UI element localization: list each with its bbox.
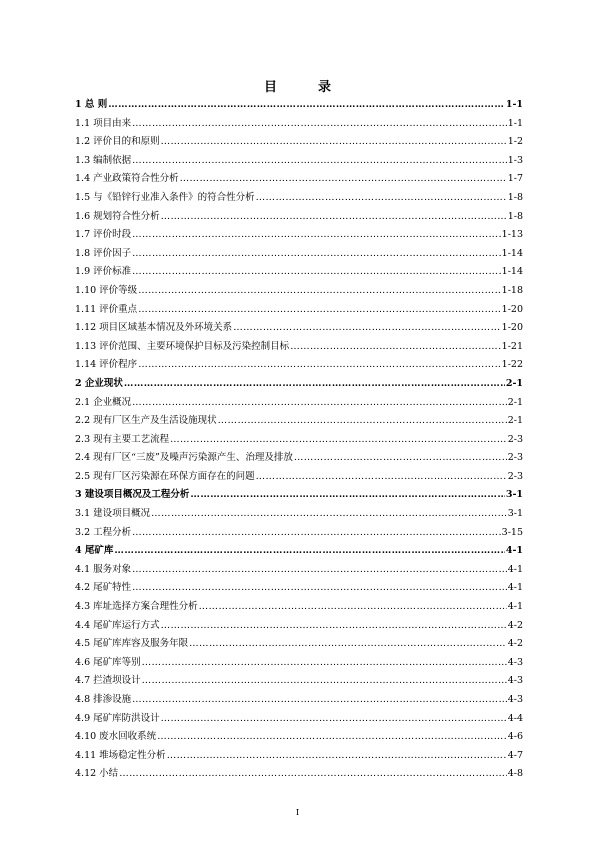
toc-entry[interactable] [75, 598, 523, 617]
toc-entry-label: 1.9 评价标准 [75, 266, 132, 278]
toc-entry-label: 1 总 则 [75, 99, 108, 110]
toc-entry-page: 2-1 [507, 396, 523, 408]
toc-leader-dots [114, 545, 504, 556]
toc-entry-page: 1-3 [507, 154, 523, 166]
toc-entry[interactable] [75, 226, 523, 245]
toc-entry[interactable] [75, 579, 523, 598]
toc-entry[interactable] [75, 282, 523, 301]
toc-entry[interactable] [75, 505, 523, 524]
toc-entry-page: 4-2 [507, 619, 523, 631]
toc-leader-dots [108, 99, 505, 110]
toc-entry[interactable] [75, 394, 523, 413]
toc-entry[interactable] [75, 710, 523, 729]
toc-entry-page: 3-15 [501, 526, 523, 538]
toc-entry[interactable] [75, 96, 523, 115]
toc-leader-dots [132, 694, 507, 705]
toc-leader-dots [132, 155, 507, 166]
toc-leader-dots [167, 750, 507, 761]
toc-leader-dots [132, 248, 501, 259]
toc-entry-page: 3-1 [505, 489, 523, 501]
toc-entry-label: 4.9 尾矿库防洪设计 [75, 712, 160, 724]
toc-leader-dots [256, 192, 507, 203]
toc-leader-dots [157, 731, 507, 742]
toc-entry-page: 4-6 [507, 731, 523, 743]
toc-entry[interactable] [75, 449, 523, 468]
toc-leader-dots [119, 768, 507, 779]
toc-entry[interactable] [75, 728, 523, 747]
toc-entry-page: 4-7 [507, 749, 523, 761]
toc-entry-label: 1.10 评价等级 [75, 284, 138, 296]
toc-entry[interactable] [75, 617, 523, 636]
toc-entry-page: 4-2 [507, 638, 523, 650]
toc-entry-page: 4-1 [507, 582, 523, 594]
toc-entry[interactable] [75, 170, 523, 189]
toc-entry-page: 4-1 [507, 601, 523, 613]
toc-leader-dots [161, 211, 507, 222]
toc-entry-page: 1-7 [507, 173, 523, 185]
toc-entry-page: 1-14 [501, 247, 523, 259]
toc-entry-label: 4.10 废水回收系统 [75, 731, 157, 743]
toc-leader-dots [170, 434, 507, 445]
toc-entry[interactable] [75, 765, 523, 784]
toc-entry-page: 1-1 [507, 117, 523, 129]
toc-entry-page: 4-1 [505, 545, 523, 557]
toc-entry-label: 4.12 小结 [75, 768, 119, 780]
toc-entry-label: 4 尾矿库 [75, 545, 114, 557]
toc-entry-page: 1-18 [501, 284, 523, 296]
toc-entry-label: 1.11 评价重点 [75, 303, 138, 315]
toc-entry-label: 1.1 项目由来 [75, 117, 132, 129]
toc-leader-dots [199, 601, 507, 612]
toc-entry-label: 4.7 拦渣坝设计 [75, 675, 141, 687]
toc-entry[interactable] [75, 115, 523, 134]
toc-entry-label: 1.6 规划符合性分析 [75, 210, 160, 222]
toc-leader-dots [132, 397, 507, 408]
page-number: I [295, 808, 300, 818]
toc-leader-dots [138, 304, 500, 315]
toc-entry[interactable] [75, 133, 523, 152]
toc-entry-page: 1-8 [507, 210, 523, 222]
toc-entry[interactable] [75, 208, 523, 227]
toc-entry-label: 4.11 堆场稳定性分析 [75, 749, 166, 761]
toc-entry[interactable] [75, 486, 523, 505]
toc-entry[interactable] [75, 412, 523, 431]
toc-leader-dots [132, 229, 501, 240]
toc-leader-dots [142, 675, 507, 686]
toc-leader-dots [294, 452, 507, 463]
toc-entry-label: 3 建设项目概况及工程分析 [75, 489, 190, 501]
toc-entry[interactable] [75, 431, 523, 450]
toc-entry[interactable] [75, 356, 523, 375]
toc-entry-label: 4.1 服务对象 [75, 563, 132, 575]
toc-entry-label: 1.13 评价范围、主要环境保护目标及污染控制目标 [75, 340, 290, 352]
toc-entry[interactable] [75, 654, 523, 673]
toc-leader-dots [290, 341, 500, 352]
toc-leader-dots [132, 582, 507, 593]
toc-entry-label: 1.7 评价时段 [75, 229, 132, 241]
toc-entry-label: 1.8 评价因子 [75, 247, 132, 259]
toc-entry-page: 1-1 [505, 99, 523, 110]
toc-entry-label: 3.2 工程分析 [75, 526, 132, 538]
toc-entry-page: 4-8 [507, 768, 523, 780]
toc-entry[interactable] [75, 338, 523, 357]
toc-entry-page: 4-3 [507, 694, 523, 705]
toc-entry-label: 4.3 库址选择方案合理性分析 [75, 601, 198, 613]
toc-leader-dots [161, 136, 507, 147]
toc-entry-page: 3-1 [507, 508, 523, 520]
toc-entry-page: 1-8 [507, 191, 523, 203]
toc-leader-dots [138, 285, 500, 296]
toc-entry[interactable] [75, 691, 523, 710]
toc-leader-dots [189, 638, 507, 649]
toc-leader-dots [142, 657, 507, 668]
toc-leader-dots [132, 266, 501, 277]
toc-entry-label: 2.3 现有主要工艺流程 [75, 433, 170, 445]
toc-entry-label: 1.3 编制依据 [75, 154, 132, 166]
toc-entry-label: 2.5 现有厂区污染源在环保方面存在的问题 [75, 470, 255, 482]
toc-leader-dots [190, 489, 504, 500]
toc-entry[interactable] [75, 189, 523, 208]
toc-entry-label: 4.4 尾矿库运行方式 [75, 619, 160, 631]
toc-entry-page: 2-1 [505, 377, 523, 389]
toc-leader-dots [256, 471, 507, 482]
toc-entry-label: 1.12 项目区域基本情况及外环境关系 [75, 322, 233, 334]
toc-leader-dots [180, 173, 507, 184]
toc-leader-dots [132, 564, 507, 575]
toc-entry[interactable] [75, 524, 523, 543]
toc-entry-label: 3.1 建设项目概况 [75, 508, 151, 520]
table-of-contents [75, 96, 523, 784]
toc-entry[interactable] [75, 672, 523, 691]
toc-entry-label: 1.14 评价程序 [75, 359, 138, 371]
toc-entry-label: 1.5 与《铅锌行业准入条件》的符合性分析 [75, 191, 255, 203]
toc-entry[interactable] [75, 263, 523, 282]
toc-leader-dots [161, 620, 507, 631]
toc-entry[interactable] [75, 635, 523, 654]
toc-entry-page: 4-3 [507, 656, 523, 668]
toc-entry-page: 1-20 [501, 322, 523, 334]
toc-entry-page: 2-3 [507, 470, 523, 482]
toc-entry[interactable] [75, 152, 523, 171]
toc-entry-label: 4.6 尾矿库等别 [75, 656, 141, 668]
toc-entry-label: 4.8 排渗设施 [75, 694, 132, 705]
toc-leader-dots [233, 322, 500, 333]
toc-entry-page: 2-1 [507, 415, 523, 427]
toc-entry-page: 2-3 [507, 433, 523, 445]
toc-entry-page: 4-4 [507, 712, 523, 724]
toc-entry-page: 1-14 [501, 266, 523, 278]
toc-entry-page: 4-1 [507, 563, 523, 575]
toc-entry-page: 4-3 [507, 675, 523, 687]
toc-entry[interactable] [75, 301, 523, 320]
toc-leader-dots [132, 118, 507, 129]
toc-entry-label: 1.2 评价目的和原则 [75, 136, 160, 148]
toc-entry[interactable] [75, 319, 523, 338]
toc-entry[interactable] [75, 747, 523, 766]
toc-entry[interactable] [75, 468, 523, 487]
toc-leader-dots [132, 527, 501, 538]
toc-entry-page: 1-22 [501, 359, 523, 371]
toc-leader-dots [124, 378, 505, 389]
toc-entry-page: 1-2 [507, 136, 523, 148]
toc-leader-dots [218, 415, 507, 426]
toc-leader-dots [161, 713, 507, 724]
toc-entry-page: 1-21 [501, 340, 523, 352]
toc-entry-label: 4.5 尾矿库库容及服务年限 [75, 638, 189, 650]
toc-entry[interactable] [75, 542, 523, 561]
toc-entry-label: 1.4 产业政策符合性分析 [75, 173, 179, 185]
toc-entry-page: 1-20 [501, 303, 523, 315]
toc-leader-dots [151, 508, 507, 519]
toc-entry[interactable] [75, 245, 523, 264]
toc-entry-label: 4.2 尾矿特性 [75, 582, 132, 594]
toc-entry-label: 2.1 企业概况 [75, 396, 132, 408]
toc-entry[interactable] [75, 561, 523, 580]
toc-entry-page: 1-13 [501, 229, 523, 241]
toc-entry-label: 2.2 现有厂区生产及生活设施现状 [75, 415, 217, 427]
toc-entry-label: 2 企业现状 [75, 377, 123, 389]
toc-entry[interactable] [75, 375, 523, 394]
toc-entry-page: 2-3 [507, 452, 523, 464]
toc-leader-dots [138, 359, 500, 370]
toc-entry-label: 2.4 现有厂区“三废”及噪声污染源产生、治理及排放 [75, 452, 293, 464]
page-title: 目 录 [263, 80, 345, 95]
